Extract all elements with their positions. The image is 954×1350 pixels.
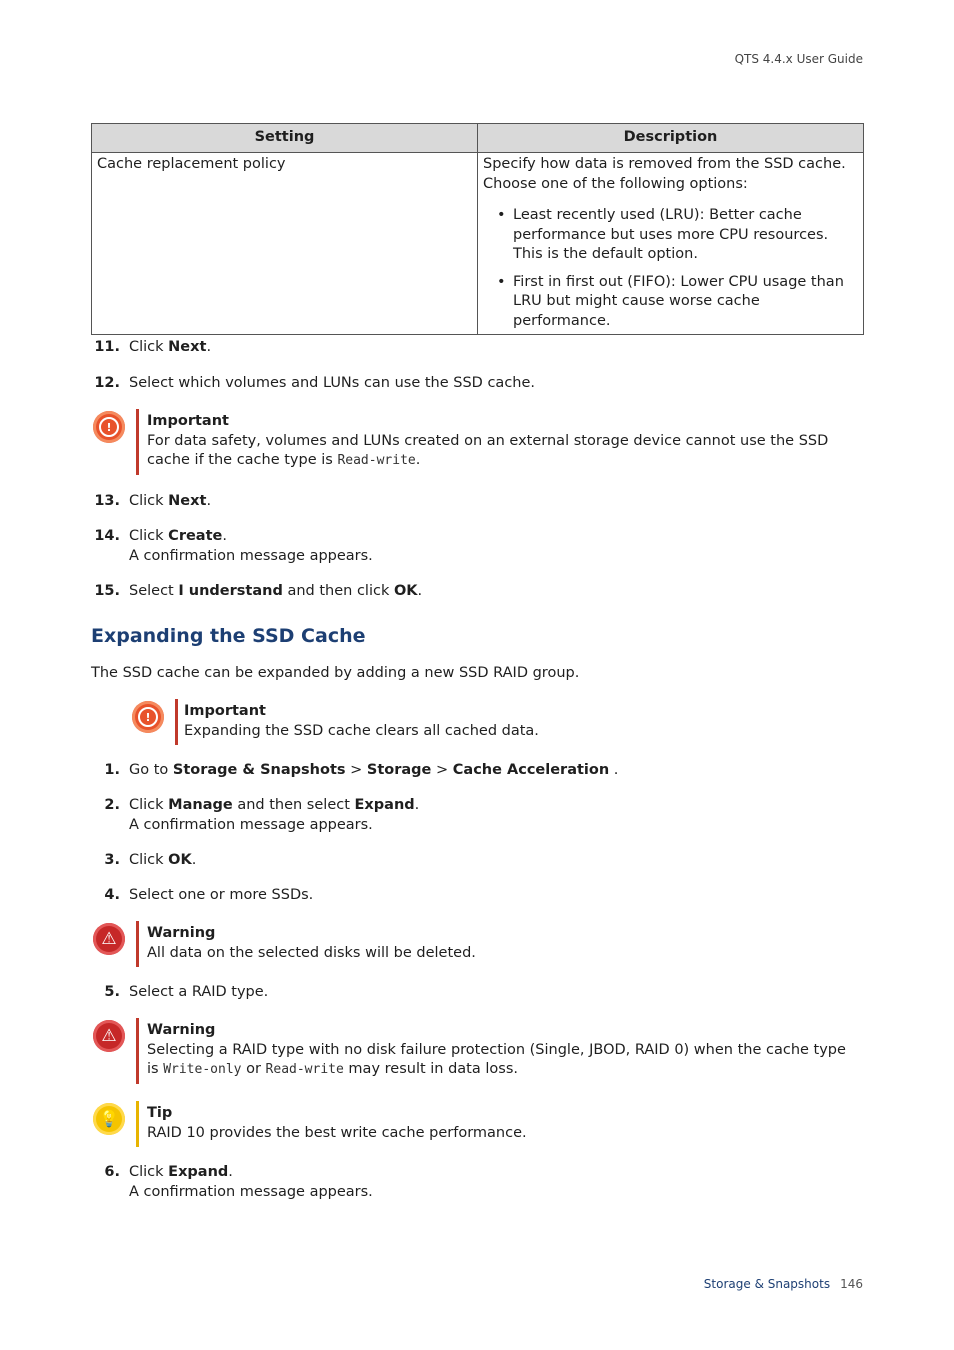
step-number: 11. bbox=[94, 339, 120, 355]
punctuation: . bbox=[206, 339, 212, 355]
description-line: Specify how data is removed from the SSD cache. bbox=[483, 156, 846, 172]
punctuation: . bbox=[191, 852, 197, 868]
step-15 bbox=[91, 582, 851, 602]
separator: > bbox=[345, 762, 367, 778]
callout-text: RAID 10 provides the best write cache performance. bbox=[147, 1124, 527, 1141]
settings-table bbox=[91, 123, 864, 335]
code-read-write: Read-write bbox=[265, 1062, 344, 1077]
step-14 bbox=[91, 527, 851, 566]
create-label: Create bbox=[168, 528, 223, 544]
storage-label: Storage bbox=[366, 762, 432, 778]
step-11 bbox=[91, 338, 851, 358]
column-header-setting: Setting bbox=[92, 124, 478, 153]
step-number: 3. bbox=[104, 852, 120, 868]
punctuation: . bbox=[414, 797, 420, 813]
step-number: 13. bbox=[94, 493, 120, 509]
warning-icon: ⚠ bbox=[93, 1020, 125, 1052]
page-number: 146 bbox=[840, 1277, 863, 1291]
ok-label: OK bbox=[393, 583, 418, 599]
table-row bbox=[92, 153, 864, 335]
important-icon: ! bbox=[132, 701, 164, 733]
manage-label: Manage bbox=[168, 797, 233, 813]
step-text: Click bbox=[129, 797, 169, 813]
punctuation: . bbox=[609, 762, 619, 778]
callout-text: cache if the cache type is bbox=[147, 452, 338, 468]
warning-callout bbox=[93, 921, 853, 967]
footer-section-name: Storage & Snapshots bbox=[703, 1277, 831, 1291]
callout-title: Warning bbox=[147, 925, 216, 941]
callout-text: is bbox=[147, 1061, 164, 1077]
important-icon: ! bbox=[93, 411, 125, 443]
callout-bar bbox=[136, 921, 139, 967]
important-callout bbox=[93, 409, 853, 475]
punctuation: . bbox=[417, 583, 423, 599]
callout-bar bbox=[175, 699, 178, 745]
callout-text: Selecting a RAID type with no disk failure protection (Single, JBOD, RAID 0) when the cache type bbox=[147, 1041, 846, 1058]
step-6 bbox=[91, 1163, 851, 1202]
step-text: Click bbox=[129, 493, 169, 509]
callout-bar bbox=[136, 1101, 139, 1147]
step-12 bbox=[91, 374, 851, 394]
step-number: 4. bbox=[104, 887, 120, 903]
callout-title: Tip bbox=[147, 1105, 173, 1121]
expand-label: Expand bbox=[354, 797, 415, 813]
step-text: Select which volumes and LUNs can use the SSD cache. bbox=[129, 375, 536, 391]
tip-callout bbox=[93, 1101, 853, 1147]
callout-text: or bbox=[241, 1061, 266, 1077]
callout-text: All data on the selected disks will be deleted. bbox=[147, 944, 476, 961]
step-number: 5. bbox=[104, 984, 120, 1000]
step-number: 15. bbox=[94, 583, 120, 599]
step-5 bbox=[91, 983, 851, 1003]
punctuation: . bbox=[222, 528, 227, 544]
callout-bar bbox=[136, 1018, 139, 1084]
step-text: Click bbox=[129, 852, 169, 868]
callout-text: For data safety, volumes and LUNs created on an external storage device cannot use the SSD bbox=[147, 432, 829, 449]
column-header-description: Description bbox=[478, 124, 864, 153]
step-text: and then select bbox=[232, 797, 355, 813]
storage-snapshots-label: Storage & Snapshots bbox=[172, 762, 346, 778]
section-heading: Expanding the SSD Cache bbox=[91, 625, 366, 647]
step-number: 14. bbox=[94, 528, 120, 544]
step-text: Click bbox=[129, 528, 169, 544]
step-2 bbox=[91, 796, 851, 835]
table-header-row bbox=[92, 124, 864, 153]
i-understand-label: I understand bbox=[178, 583, 283, 599]
step-text: Go to bbox=[129, 762, 173, 778]
next-label: Next bbox=[168, 493, 207, 509]
guide-title: QTS 4.4.x User Guide bbox=[734, 52, 863, 66]
code-read-write: Read-write bbox=[337, 453, 416, 468]
step-note: A confirmation message appears. bbox=[129, 1183, 373, 1200]
callout-text: Expanding the SSD cache clears all cached data. bbox=[184, 722, 539, 739]
step-text: Click bbox=[129, 339, 169, 355]
step-note: A confirmation message appears. bbox=[129, 816, 373, 833]
step-text: Click bbox=[129, 1164, 169, 1180]
callout-bar bbox=[136, 409, 139, 475]
code-write-only: Write-only bbox=[163, 1062, 242, 1077]
cache-acceleration-label: Cache Acceleration bbox=[452, 762, 610, 778]
punctuation: . bbox=[228, 1164, 233, 1180]
step-number: 12. bbox=[94, 375, 120, 391]
step-note: A confirmation message appears. bbox=[129, 547, 373, 564]
punctuation: . bbox=[206, 493, 212, 509]
step-1 bbox=[91, 761, 851, 781]
step-text: and then click bbox=[282, 583, 394, 599]
description-cell bbox=[478, 153, 864, 335]
next-label: Next bbox=[168, 339, 207, 355]
callout-title: Important bbox=[184, 703, 266, 719]
section-intro: The SSD cache can be expanded by adding a new SSD RAID group. bbox=[91, 665, 580, 681]
setting-cell: Cache replacement policy bbox=[92, 153, 478, 335]
step-number: 2. bbox=[104, 797, 120, 813]
step-text: Select a RAID type. bbox=[129, 984, 269, 1000]
step-number: 1. bbox=[104, 762, 120, 778]
expand-label: Expand bbox=[168, 1164, 229, 1180]
callout-text: may result in data loss. bbox=[343, 1061, 518, 1077]
option-lru: Least recently used (LRU): Better cache performance but uses more CPU resources. This is the default option. bbox=[513, 207, 829, 262]
warning-callout bbox=[93, 1018, 853, 1084]
punctuation: . bbox=[415, 452, 421, 468]
step-text: Select bbox=[129, 583, 179, 599]
step-text: Select one or more SSDs. bbox=[129, 887, 314, 903]
step-13 bbox=[91, 492, 851, 512]
step-4 bbox=[91, 886, 851, 906]
step-3 bbox=[91, 851, 851, 871]
options-list bbox=[483, 206, 858, 331]
warning-icon: ⚠ bbox=[93, 923, 125, 955]
ok-label: OK bbox=[168, 852, 192, 868]
callout-title: Warning bbox=[147, 1022, 216, 1038]
option-fifo: First in first out (FIFO): Lower CPU usage than LRU but might cause worse cache performance. bbox=[513, 273, 844, 329]
list-item: • First in first out (FIFO): Lower CPU usage than LRU but might cause worse cache performance. bbox=[497, 273, 844, 329]
important-callout bbox=[132, 699, 852, 745]
separator: > bbox=[431, 762, 453, 778]
page-footer bbox=[704, 1275, 863, 1295]
list-item: • Least recently used (LRU): Better cache performance but uses more CPU resources. This is the default option. bbox=[497, 207, 829, 262]
lightbulb-icon: 💡 bbox=[93, 1103, 125, 1135]
callout-title: Important bbox=[147, 413, 229, 429]
step-number: 6. bbox=[104, 1164, 120, 1180]
description-line: Choose one of the following options: bbox=[483, 175, 748, 192]
